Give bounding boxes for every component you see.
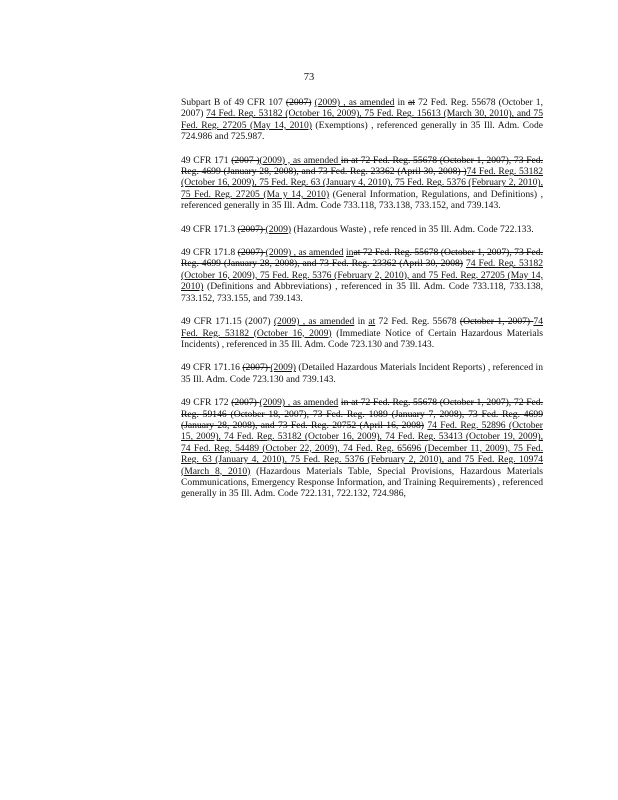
deleted-text: (2007 ): [231, 154, 260, 166]
inserted-text: 74 Fed. Reg. 53182 (October 16, 2009), 75 Fed. Reg. 15613 (March 30, 2010), and 75 Fed. Reg. 27205 (May 14, 2010): [181, 108, 544, 131]
inserted-text: (2009) , as amended: [259, 154, 341, 166]
text-run: 49 CFR 171: [181, 154, 232, 166]
text-run: in: [394, 97, 409, 108]
text-run: Subpart B of 49 CFR 107: [181, 97, 286, 108]
deleted-text: at 72 Fed. Reg. 55678 (October 1, 2007), 73 Fed. Reg. 4699 (January 28, 2008), and 73 Fed. Reg. 23362 (April 30, 2008): [181, 247, 543, 270]
deleted-text: (October 1, 2007): [459, 316, 534, 328]
text-run: (General Information, Regulations, and Definitions) , referenced generally in 35 Ill. Adm. Code 733.118, 733.138, 733.152, and 739.143.: [181, 188, 543, 212]
text-run: 72 Fed. Reg. 55678: [375, 316, 460, 328]
text-run: 49 CFR 171.16: [181, 362, 243, 374]
inserted-text: 74 Fed. Reg. 53182 (October 16, 2009), 75 Fed. Reg. 5376 (February 2, 2010), and 75 Fed. Reg. 27205 (May 14, 2010): [181, 258, 543, 293]
regulation-paragraph: [181, 362, 543, 385]
inserted-text: (2009): [270, 362, 296, 374]
inserted-text: 74 Fed. Reg. 53182 (October 16, 2009), 75 Fed. Reg. 63 (January 4, 2010), 75 Fed. Reg. 5376 (February 2, 2010), 75 Fed. Reg. 27205 (Ma y 14, 2010): [181, 166, 544, 200]
inserted-text: (2009): [265, 223, 292, 235]
regulation-paragraph: [181, 316, 543, 350]
deleted-text: in at 72 Fed. Reg. 55678 (October 1, 2007), 73 Fed. Reg. 4699 (January 28, 2008), and 73 Fed. Reg. 23362 (April 30, 2008) ): [181, 154, 543, 178]
text-run: (Hazardous Materials Table, Special Provisions, Hazardous Materials Communications, Emergency Response Information, and Training Requirements) , referenced generally in 35 Ill. Adm. Code 722.131, 722.132, 724.986,: [181, 465, 543, 500]
text-run: (Hazardous Waste) , refe renced in 35 Ill. Adm. Code 722.133.: [291, 223, 534, 235]
regulation-paragraph: [181, 97, 543, 143]
deleted-text: (2007): [285, 97, 312, 108]
text-run: (Detailed Hazardous Materials Incident Reports) , referenced in 35 Ill. Adm. Code 723.130 and 739.143.: [181, 362, 543, 385]
inserted-text: (2009) , as amended: [259, 397, 339, 409]
inserted-text: in: [345, 247, 354, 259]
text-run: in: [354, 316, 369, 328]
inserted-text: 74 Fed. Reg. 52896 (October 15, 2009), 74 Fed. Reg. 53182 (October 16, 2009), 74 Fed. Reg. 53413 (October 19, 2009), 74 Fed. Reg. 54489 (October 22, 2009), 74 Fed. Reg. 65696 (December 11, 2009), 75 Fed. Reg. 63 (January 4, 2010), 75 Fed. Reg. 5376 (February 2, 2010), and 75 Fed. Reg. 10974 (March 8, 2010): [181, 419, 543, 477]
regulation-paragraph: [181, 397, 543, 500]
deleted-text: in at 72 Fed. Reg. 55678 (October 1, 2007), 72 Fed. Reg. 59146 (October 18, 2007), 73 Fed. Reg. 1089 (January 7, 2008), 73 Fed. Reg. 4699 (January 28, 2008), and 73 Fed. Reg. 20752 (April 16, 2008): [181, 397, 543, 431]
text-run: 72 Fed. Reg. 55678 (October 1, 2007): [181, 97, 544, 120]
text-run: 49 CFR 172: [181, 397, 232, 409]
regulation-paragraph: [181, 155, 543, 212]
page-number: 73: [303, 72, 315, 83]
text-run: (Exemptions) , referenced generally in 35 Ill. Adm. Code 724.986 and 725.987.: [181, 119, 543, 143]
deleted-text: (2007): [237, 223, 266, 235]
text-run: 49 CFR 171.8: [181, 247, 238, 259]
deleted-text: (2007): [242, 362, 271, 374]
inserted-text: (2009) , as amended: [314, 97, 395, 108]
inserted-text: 74 Fed. Reg. 53182 (October 16, 2009): [181, 316, 544, 339]
inserted-text: (2009) , as amended: [265, 247, 344, 259]
text-run: 49 CFR 171.3: [181, 223, 238, 235]
regulation-paragraph: [181, 224, 543, 235]
regulation-paragraph: [181, 247, 543, 304]
inserted-text: (2009) , as amended: [273, 316, 355, 328]
text-run: (Definitions and Abbreviations) , referenced in 35 Ill. Adm. Code 733.118, 733.138, 733.152, 733.155, and 739.143.: [181, 281, 543, 304]
inserted-text: at: [368, 316, 376, 328]
deleted-text: at: [408, 97, 415, 108]
text-run: (Immediate Notice of Certain Hazardous Materials Incidents) , referenced in 35 Ill. Adm. Code 723.130 and 739.143.: [181, 327, 543, 350]
deleted-text: (2007): [237, 247, 266, 259]
text-run: 49 CFR 171.15 (2007): [181, 316, 274, 328]
document-body: [181, 97, 543, 512]
deleted-text: (2007): [231, 397, 260, 409]
